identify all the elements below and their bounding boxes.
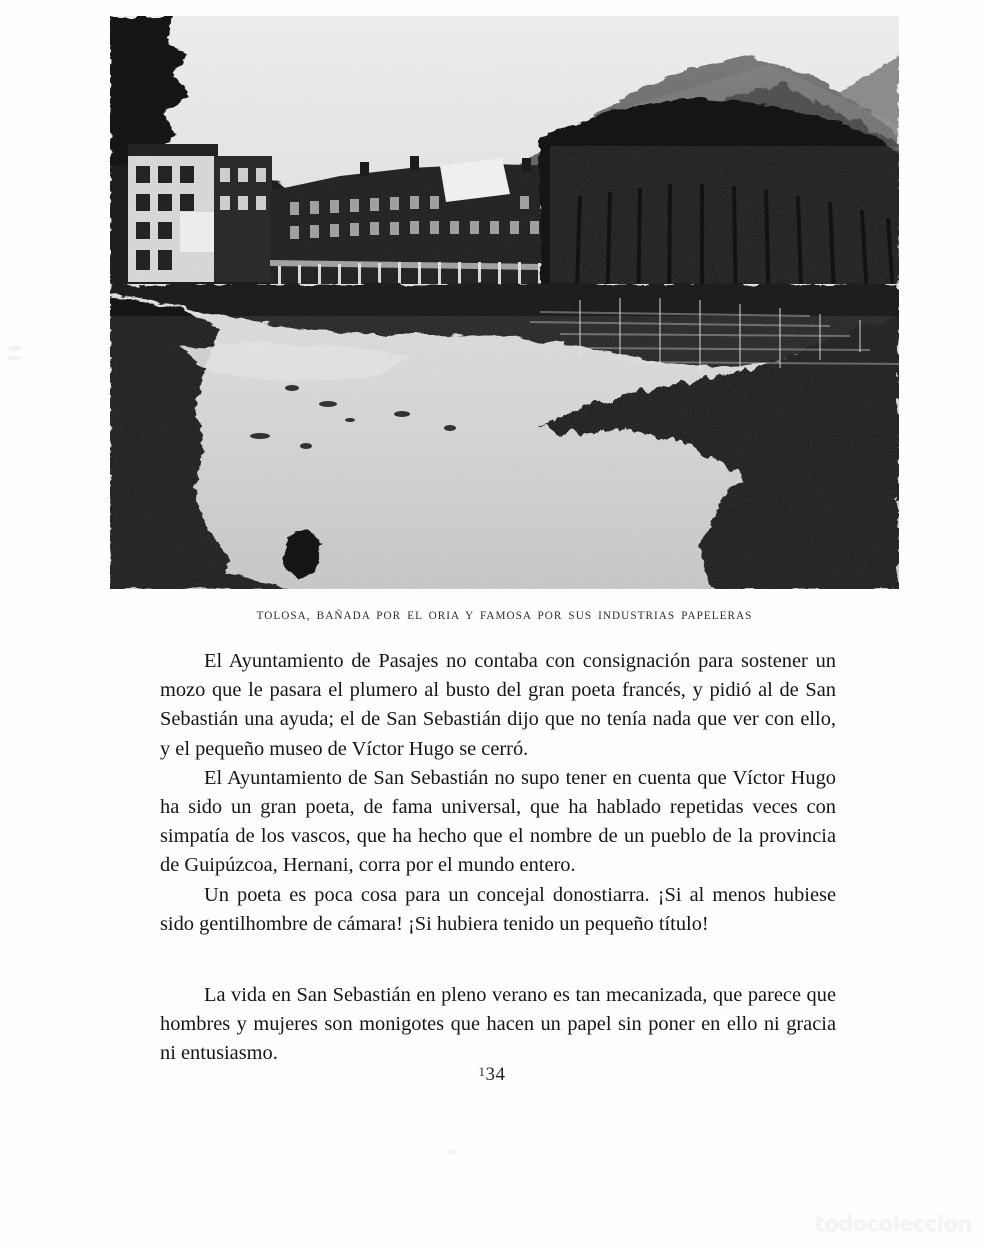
todocoleccion-watermark: todocoleccion xyxy=(814,1212,972,1236)
page-number-raised-digit: 1 xyxy=(478,1064,486,1079)
body-text xyxy=(160,647,836,1069)
scan-speck xyxy=(6,356,22,360)
figure-caption: TOLOSA, BAÑADA POR EL ORIA Y FAMOSA POR SUS INDUSTRIAS PAPELERAS xyxy=(256,610,753,622)
paragraph-3: Un poeta es poca cosa para un concejal donostiarra. ¡Si al menos hubiese sido gentilhombre de cámara! ¡Si hubiera tenido un pequeño título! xyxy=(160,883,836,935)
paragraph-4: La vida en San Sebastián en pleno verano es tan mecanizada, que parece que hombres y mujeres son monigotes que hacen un papel sin poner en ello ni gracia ni entusiasmo. xyxy=(160,984,836,1065)
paragraph-2: El Ayuntamiento de San Sebastián no supo tener en cuenta que Víctor Hugo ha sido un gran poeta, de fama universal, que ha hablado repetidas veces con simpatía de los vascos, que ha hecho que el nombre de un pueblo de la provincia de Guipúzcoa, Hernani, corra por el mundo entero. xyxy=(160,766,836,877)
page-number-rest: 34 xyxy=(485,1064,506,1085)
paragraph-1: El Ayuntamiento de Pasajes no contaba con consignación para sostener un mozo que le pasara el plumero al busto del gran poeta francés, y pidió al de San Sebastián una ayuda; el de San Sebastián dijo que no tenía nada que ver con ello, y el pequeño museo de Víctor Hugo se cerró. xyxy=(160,650,836,760)
tolosa-river-photograph xyxy=(110,16,899,589)
paragraph-break-spacer xyxy=(160,939,836,981)
page-number xyxy=(0,1064,984,1086)
photograph-artwork xyxy=(110,16,899,589)
scan-speck xyxy=(450,1150,456,1154)
scan-speck xyxy=(8,346,22,351)
